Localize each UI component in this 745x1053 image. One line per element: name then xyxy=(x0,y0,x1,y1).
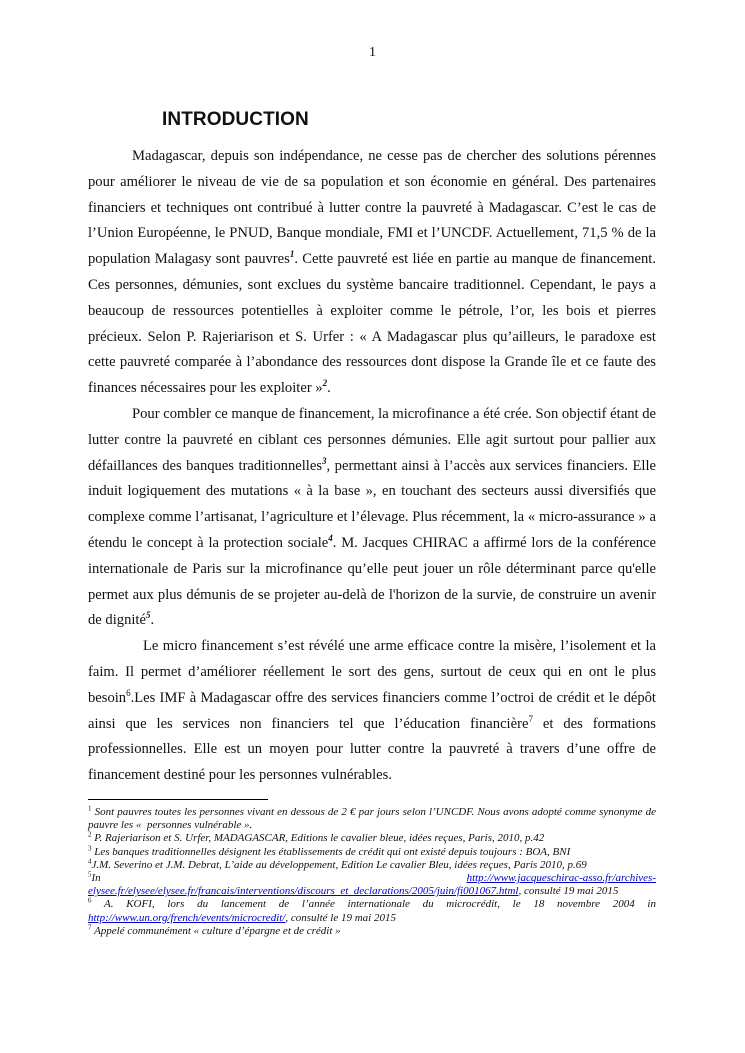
footnote-ref-7[interactable]: 7 xyxy=(528,713,533,724)
paragraph-text: Le micro financement s’est révélé une arme efficace contre la misère, l’isolement et la faim. Il permet d’améliorer réellement le sort des gens, surtout de ceux qui en ont le plus besoin xyxy=(88,638,656,706)
footnote-text: J.M. Severino et J.M. Debrat, L’aide au développement, Edition Le cavalier Bleu, idées reçues, Paris 2010, p.69 xyxy=(91,858,587,871)
footnote-number: 2 xyxy=(88,830,92,839)
footnote-text: A. KOFI, lors du lancement de l’année internationale du microcrédit, le 18 novembre 2004 in xyxy=(104,898,656,911)
footnote-text: , consulté le 19 mai 2015 xyxy=(285,911,396,924)
footnote-2 xyxy=(88,832,656,845)
footnote-number: 1 xyxy=(88,804,92,813)
paragraph-text: . Cette pauvreté est liée en partie au manque de financement. Ces personnes, démunies, sont exclues du système bancaire traditionnel. Cependant, le pays a beaucoup de ressources potentielles à exploiter comme le pétrole, l’or, les bois et pierres précieux. Selon P. Rajeriarison et S. Urfer : « A Madagascar plus qu’ailleurs, le paradoxe est cette pauvreté comparée à l’abondance des ressources dont dispose la Grande île et ce faute des finances nécessaires pour les exploiter » xyxy=(88,251,656,397)
paragraph-2 xyxy=(88,402,656,634)
paragraph-text: .Les IMF à Madagascar offre des services financiers comme l’octroi de crédit et le dépôt ainsi que les services non financiers tel que l’éducation financière xyxy=(88,689,656,732)
footnote-4 xyxy=(88,859,656,872)
paragraph-text: , permettant ainsi à l’accès aux services financiers. Elle induit logiquement des mutations « à la base », en touchant des secteurs aussi diversifiés que complexe comme l’artisanat, l’agriculture et l’élevage. Plus récemment, la « micro-assurance » a étendu le concept à la protection sociale xyxy=(88,457,656,551)
footnote-link[interactable]: http://www.jacqueschirac-asso.fr/archives-elysee.fr/elysee/elysee.fr/francais/interventions/discours_et_declarations/2005/juin/fi001067.html xyxy=(88,872,656,898)
footnote-text: P. Rajeriarison et S. Urfer, MADAGASCAR, Editions le cavalier bleue, idées reçues, Paris, 2010, p.42 xyxy=(94,832,545,845)
section-title: INTRODUCTION xyxy=(162,109,309,130)
paragraph-text: . xyxy=(327,380,331,397)
paragraph-text: et des formations professionnelles. Elle est un moyen pour lutter contre la pauvreté à travers d’une offre de financement destiné pour les personnes vulnérables. xyxy=(88,715,656,784)
footnote-separator xyxy=(88,799,268,800)
footnote-number: 4 xyxy=(88,857,92,866)
paragraph-text: Pour combler ce manque de financement, la microfinance a été crée. Son objectif étant de lutter contre la pauvreté en ciblant ces personnes démunies. Elle agit surtout pour pallier aux défaillances des banques traditionnelles xyxy=(88,405,656,474)
paragraph-text: . xyxy=(150,612,155,629)
footnote-number: 5 xyxy=(88,870,92,879)
paragraph-1 xyxy=(88,144,656,402)
footnote-6 xyxy=(88,898,656,924)
footnotes xyxy=(88,806,656,938)
footnote-text: Appelé communément « culture d’épargne et de crédit » xyxy=(94,924,341,937)
paragraph-text: . M. Jacques CHIRAC a affirmé lors de la conférence internationale de Paris sur la microfinance qu’elle peut jouer un rôle déterminant parce qu'elle permet aux plus démunis de se projeter au-delà de l'horizon de la survie, de construire un avenir de dignité xyxy=(88,534,656,629)
page-number: 1 xyxy=(369,45,376,60)
footnote-ref-6[interactable]: 6 xyxy=(126,687,131,698)
body-text xyxy=(88,144,656,789)
footnote-text: In xyxy=(91,872,467,885)
footnote-ref-1[interactable]: 1 xyxy=(289,249,295,260)
footnote-1 xyxy=(88,806,656,832)
footnote-number: 7 xyxy=(88,923,92,932)
footnote-ref-2[interactable]: 2 xyxy=(322,378,328,389)
footnote-number: 3 xyxy=(88,843,92,852)
footnote-text: Sont pauvres toutes les personnes vivant en dessous de 2 € par jours selon l’UNCDF. Nous avons adopté comme synonyme de pauvre les « personnes vulnérable ». xyxy=(88,806,656,832)
paragraph-text: Madagascar, depuis son indépendance, ne cesse pas de chercher des solutions pérennes pour améliorer le niveau de vie de sa population et son économie en général. Des partenaires financiers et techniques ont contribué à lutter contre la pauvreté à Madagascar. C’est le cas de l’Union Européenne, le PNUD, Banque mondiale, FMI et l’UNCDF. Actuellement, 71,5 % de la population Malagasy sont pauvres xyxy=(88,148,656,268)
footnote-link[interactable]: http://www.un.org/french/events/microcredit/ xyxy=(88,911,286,924)
footnote-7 xyxy=(88,925,656,938)
paragraph-3 xyxy=(88,634,656,789)
footnote-ref-5[interactable]: 5 xyxy=(145,610,151,621)
footnote-5 xyxy=(88,872,656,898)
footnote-number: 6 xyxy=(88,896,92,905)
footnote-3 xyxy=(88,843,656,859)
footnote-ref-3[interactable]: 3 xyxy=(322,455,327,466)
footnote-ref-4[interactable]: 4 xyxy=(328,533,333,544)
footnote-text: , consulté 19 mai 2015 xyxy=(518,885,619,898)
footnote-text: Les banques traditionnelles désignent les établissements de crédit qui ont existé depuis toujours : BOA, BNI xyxy=(94,845,571,858)
